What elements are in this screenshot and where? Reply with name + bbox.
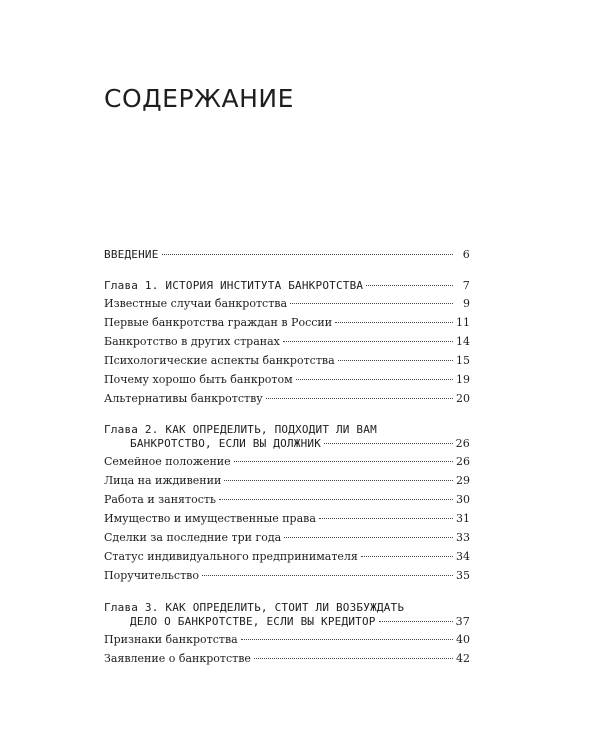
toc-page-number: 26: [456, 455, 470, 468]
toc-entry-chapter-2[interactable]: [104, 437, 470, 451]
toc-entry-label: Поручительство: [104, 569, 199, 582]
dot-leader: [335, 322, 453, 323]
toc-entry-label: Глава 2. КАК ОПРЕДЕЛИТЬ, ПОДХОДИТ ЛИ ВАМ: [104, 423, 377, 436]
toc-entry-chapter-2-line-1[interactable]: [104, 423, 470, 437]
toc-entry-label: Глава 1. ИСТОРИЯ ИНСТИТУТА БАНКРОТСТВА: [104, 279, 364, 292]
toc-entry[interactable]: [104, 455, 470, 469]
dot-leader: [284, 537, 453, 538]
toc-entry-introduction[interactable]: [104, 248, 470, 262]
toc-entry[interactable]: [104, 512, 470, 526]
toc-page-number: 11: [456, 316, 470, 329]
toc-entry-label: Сделки за последние три года: [104, 531, 282, 544]
dot-leader: [290, 303, 453, 304]
dot-leader: [283, 341, 453, 342]
toc-entry[interactable]: [104, 531, 470, 545]
dot-leader: [366, 285, 453, 286]
dot-leader: [224, 480, 453, 481]
toc-entry[interactable]: [104, 474, 470, 488]
dot-leader: [296, 379, 453, 380]
toc-entry-label: Глава 3. КАК ОПРЕДЕЛИТЬ, СТОИТ ЛИ ВОЗБУЖДАТЬ: [104, 601, 405, 614]
toc-page-number: 40: [456, 633, 470, 646]
toc-entry-label: Признаки банкротства: [104, 633, 238, 646]
toc-entry-label: Психологические аспекты банкротства: [104, 354, 335, 367]
toc-entry[interactable]: [104, 316, 470, 330]
toc-entry-label: Известные случаи банкротства: [104, 297, 288, 310]
toc-entry-label: Альтернативы банкротству: [104, 392, 263, 405]
toc-page-number: 9: [463, 297, 470, 310]
toc-entry-label: Первые банкротства граждан в России: [104, 316, 333, 329]
toc-entry-label: ВВЕДЕНИЕ: [104, 248, 159, 261]
dot-leader: [219, 499, 453, 500]
page-title: СОДЕРЖАНИЕ: [104, 84, 294, 113]
toc-entry-label: Статус индивидуального предпринимателя: [104, 550, 358, 563]
toc-entry-label: Лица на иждивении: [104, 474, 222, 487]
toc-entry-chapter-1[interactable]: [104, 279, 470, 293]
toc-entry[interactable]: [104, 550, 470, 564]
dot-leader: [379, 621, 453, 622]
toc-page-number: 7: [462, 279, 470, 292]
toc-entry-chapter-3-line-1[interactable]: [104, 601, 470, 615]
toc-entry[interactable]: [104, 569, 470, 583]
dot-leader: [162, 254, 453, 255]
dot-leader: [254, 658, 453, 659]
dot-leader: [266, 398, 453, 399]
toc-entry-label: Работа и занятость: [104, 493, 216, 506]
toc-entry-label: Банкротство в других странах: [104, 335, 280, 348]
toc-page-number: 14: [456, 335, 470, 348]
toc-entry-label: Заявление о банкротстве: [104, 652, 251, 665]
toc-page-number: 29: [456, 474, 470, 487]
toc-page-number: 20: [456, 392, 470, 405]
dot-leader: [324, 443, 453, 444]
toc-page-number: 26: [455, 437, 470, 450]
toc-entry-chapter-3[interactable]: [104, 615, 470, 629]
toc-page-number: 37: [455, 615, 470, 628]
dot-leader: [202, 575, 453, 576]
toc-entry[interactable]: [104, 392, 470, 406]
toc-entry-label: Почему хорошо быть банкротом: [104, 373, 293, 386]
toc-entry[interactable]: [104, 373, 470, 387]
toc-page-number: 19: [456, 373, 470, 386]
toc-entry[interactable]: [104, 652, 470, 666]
toc-page-number: 42: [456, 652, 470, 665]
toc-entry-label-continued: БАНКРОТСТВО, ЕСЛИ ВЫ ДОЛЖНИК: [130, 437, 322, 450]
toc-page-number: 30: [456, 493, 470, 506]
dot-leader: [338, 360, 453, 361]
toc-page-number: 33: [456, 531, 470, 544]
toc-entry[interactable]: [104, 335, 470, 349]
dot-leader: [234, 461, 453, 462]
dot-leader: [241, 639, 453, 640]
toc-entry[interactable]: [104, 354, 470, 368]
dot-leader: [361, 556, 453, 557]
toc-page-number: 34: [456, 550, 470, 563]
toc-page-number: 31: [456, 512, 470, 525]
toc-entry-label: Семейное положение: [104, 455, 231, 468]
toc-entry[interactable]: [104, 493, 470, 507]
toc-entry-label: Имущество и имущественные права: [104, 512, 316, 525]
toc-entry[interactable]: [104, 297, 470, 311]
dot-leader: [319, 518, 453, 519]
toc-page-number: 6: [462, 248, 470, 261]
toc-page-number: 35: [456, 569, 470, 582]
toc-entry-label-continued: ДЕЛО О БАНКРОТСТВЕ, ЕСЛИ ВЫ КРЕДИТОР: [130, 615, 376, 628]
toc-page-number: 15: [456, 354, 470, 367]
toc-entry[interactable]: [104, 633, 470, 647]
